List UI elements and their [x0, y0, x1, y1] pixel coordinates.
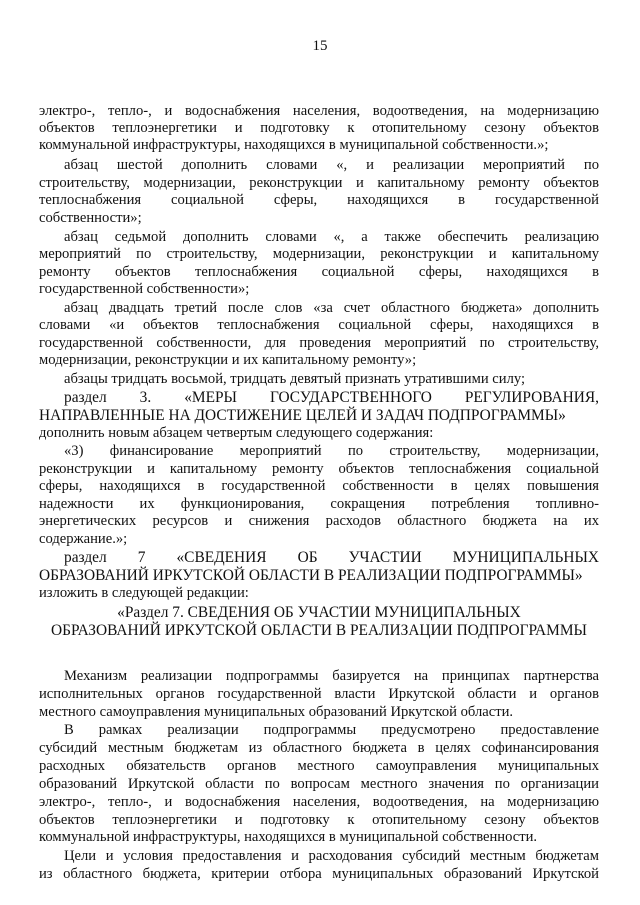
- text-line: «3) финансирование мероприятий по строительству, модернизации,: [64, 443, 599, 459]
- text-line: субсидий местным бюджетам из областного бюджета в целях софинансирования: [39, 740, 599, 756]
- text-line: абзац шестой дополнить словами «, и реализации мероприятий по: [64, 157, 599, 173]
- text-line: модернизации, реконструкции и их капитальному ремонту»;: [39, 352, 417, 368]
- text-line: энергетических ресурсов и снижения расходов областного бюджета на их: [39, 513, 599, 529]
- section-heading: «Раздел 7. СВЕДЕНИЯ ОБ УЧАСТИИ МУНИЦИПАЛЬНЫХ: [117, 604, 521, 621]
- text-line: содержание.»;: [39, 531, 128, 547]
- text-line: теплоснабжения социальной сферы, находящихся в государственной: [39, 192, 599, 208]
- text-line: надежности их функционирования, сокращения потребления топливно-: [39, 496, 599, 512]
- text-line: коммунальной инфраструктуры, находящихся в муниципальной собственности.: [39, 829, 538, 845]
- text-line: коммунальной инфраструктуры, находящихся в муниципальной собственности.»;: [39, 137, 549, 153]
- text-line: местного самоуправления муниципальных образований Иркутской области.: [39, 704, 514, 720]
- text-line: сферы, находящихся в государственной собственности в целях повышения: [39, 478, 599, 494]
- text-line: электро-, тепло-, и водоснабжения населения, водоотведения, на модернизацию: [39, 794, 599, 810]
- text-line: исполнительных органов государственной власти Иркутской области и органов: [39, 686, 599, 702]
- text-line: строительству, модернизации, реконструкции и капитальному ремонту объектов: [39, 175, 599, 191]
- text-line: изложить в следующей редакции:: [39, 585, 249, 601]
- text-line: ремонту объектов теплоснабжения социальной сферы, находящихся в: [39, 264, 599, 280]
- text-line: объектов теплоэнергетики и подготовку к отопительному сезону объектов: [39, 120, 599, 136]
- text-line: абзац седьмой дополнить словами «, а также обеспечить реализацию: [64, 229, 599, 245]
- text-line: расходных обязательств органов местного самоуправления муниципальных: [39, 758, 599, 774]
- text-line: мероприятий по строительству, модернизации, реконструкции и капитальному: [39, 246, 599, 262]
- text-line: Механизм реализации подпрограммы базируется на принципах партнерства: [64, 668, 599, 684]
- text-line: абзац двадцать третий после слов «за счет областного бюджета» дополнить: [64, 300, 599, 316]
- text-line: В рамках реализации подпрограммы предусмотрено предоставление: [64, 722, 599, 738]
- page-number: 15: [312, 38, 328, 54]
- text-line: образований Иркутской области по вопросам местного значения по организации: [39, 776, 599, 792]
- text-line: абзацы тридцать восьмой, тридцать девятый признать утратившими силу;: [64, 371, 526, 387]
- text-line: государственной собственности»;: [39, 281, 250, 297]
- text-line: раздел 3. «МЕРЫ ГОСУДАРСТВЕННОГО РЕГУЛИРОВАНИЯ,: [64, 389, 599, 406]
- text-line: собственности»;: [39, 210, 142, 226]
- text-line: Цели и условия предоставления и расходования субсидий местным бюджетам: [64, 848, 599, 864]
- text-line: словами «и объектов теплоснабжения социальной сферы, находящихся в: [39, 317, 599, 333]
- text-line: ОБРАЗОВАНИЙ ИРКУТСКОЙ ОБЛАСТИ В РЕАЛИЗАЦИИ ПОДПРОГРАММЫ»: [39, 567, 583, 584]
- text-line: из областного бюджета, критерии отбора муниципальных образований Иркутской: [39, 866, 599, 882]
- text-line: НАПРАВЛЕННЫЕ НА ДОСТИЖЕНИЕ ЦЕЛЕЙ И ЗАДАЧ ПОДПРОГРАММЫ»: [39, 407, 566, 424]
- text-line: государственной собственности, для проведения мероприятий по строительству,: [39, 335, 599, 351]
- section-heading: ОБРАЗОВАНИЙ ИРКУТСКОЙ ОБЛАСТИ В РЕАЛИЗАЦИИ ПОДПРОГРАММЫ: [51, 622, 587, 639]
- text-line: реконструкции и капитальному ремонту объектов теплоснабжения социальной: [39, 461, 599, 477]
- text-line: объектов теплоэнергетики и подготовку к отопительному сезону объектов: [39, 812, 599, 828]
- text-line: раздел 7 «СВЕДЕНИЯ ОБ УЧАСТИИ МУНИЦИПАЛЬНЫХ: [64, 549, 599, 566]
- text-line: дополнить новым абзацем четвертым следующего содержания:: [39, 425, 434, 441]
- text-line: электро-, тепло-, и водоснабжения населения, водоотведения, на модернизацию: [39, 103, 599, 119]
